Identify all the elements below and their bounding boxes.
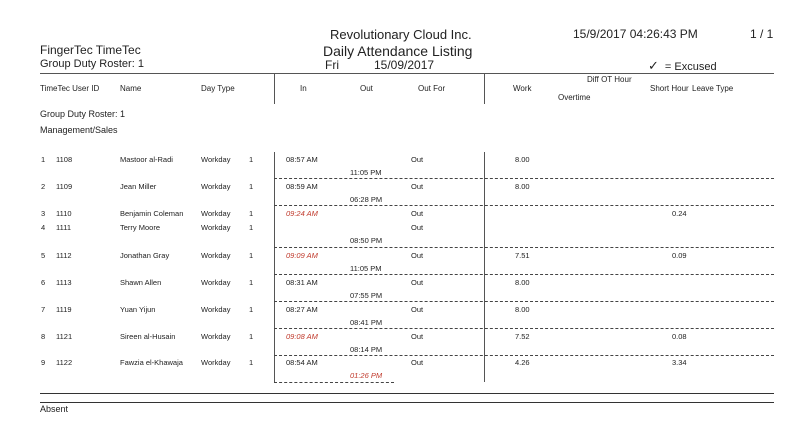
row-out-time: 08:14 PM — [350, 345, 383, 354]
col-work: Work — [513, 84, 532, 93]
row-out-time: 08:50 PM — [350, 236, 383, 245]
row-user-id: 1119 — [56, 305, 72, 314]
row-out-time: 11:05 PM — [350, 168, 382, 177]
row-in-time: 09:24 AM — [286, 209, 318, 218]
row-out-for: Out — [411, 305, 424, 314]
row-user-id: 1109 — [56, 182, 73, 191]
row-work: 8.00 — [515, 278, 530, 287]
row-day-type: Workday — [201, 332, 231, 341]
row-number: 1 — [41, 155, 46, 164]
row-number: 3 — [41, 209, 46, 218]
row-count: 1 — [249, 209, 254, 218]
row-user-id: 1110 — [56, 209, 72, 218]
row-name: Sireen al-Husain — [120, 332, 176, 341]
footer-divider — [40, 402, 774, 403]
col-user-id: TimeTec User ID — [40, 84, 100, 93]
col-out: Out — [360, 84, 373, 93]
row-out-for: Out — [411, 223, 424, 232]
row-day-type: Workday — [201, 182, 231, 191]
header-divider — [40, 73, 774, 74]
row-out-time: 11:05 PM — [350, 264, 382, 273]
row-in-time: 08:27 AM — [286, 305, 318, 314]
row-count: 1 — [249, 223, 254, 232]
row-user-id: 1122 — [56, 358, 73, 367]
row-count: 1 — [249, 278, 254, 287]
row-name: Yuan Yijun — [120, 305, 156, 314]
col-overtime: Overtime — [558, 93, 591, 102]
row-number: 2 — [41, 182, 46, 191]
row-divider — [274, 382, 394, 383]
check-icon: ✓ — [648, 58, 659, 73]
row-day-type: Workday — [201, 155, 231, 164]
row-number: 4 — [41, 223, 46, 232]
row-in-time: 09:09 AM — [286, 251, 318, 260]
row-user-id: 1112 — [56, 251, 72, 260]
row-day-type: Workday — [201, 209, 231, 218]
row-out-time: 08:41 PM — [350, 318, 383, 327]
row-divider — [274, 247, 774, 248]
row-count: 1 — [249, 358, 254, 367]
row-number: 9 — [41, 358, 46, 367]
col-separator — [274, 152, 275, 382]
row-name: Shawn Allen — [120, 278, 162, 287]
row-name: Jonathan Gray — [120, 251, 170, 260]
col-separator — [484, 73, 485, 104]
row-number: 8 — [41, 332, 46, 341]
row-in-time: 08:59 AM — [286, 182, 318, 191]
row-day-type: Workday — [201, 358, 231, 367]
row-work: 8.00 — [515, 182, 530, 191]
row-number: 7 — [41, 305, 46, 314]
row-name: Mastoor al-Radi — [120, 155, 173, 164]
row-divider — [274, 205, 774, 206]
row-user-id: 1113 — [56, 278, 72, 287]
company-name: Revolutionary Cloud Inc. — [330, 27, 472, 42]
row-out-for: Out — [411, 251, 424, 260]
col-short-hour: Short Hour — [650, 84, 689, 93]
row-out-time: 07:55 PM — [350, 291, 383, 300]
row-in-time: 08:54 AM — [286, 358, 318, 367]
row-short-hour: 0.08 — [672, 332, 687, 341]
row-work: 4.26 — [515, 358, 530, 367]
footer-divider — [40, 393, 774, 394]
col-out-for: Out For — [418, 84, 446, 93]
row-count: 1 — [249, 305, 254, 314]
excused-label: = Excused — [664, 61, 717, 73]
report-day: Fri — [325, 58, 339, 72]
row-count: 1 — [249, 332, 254, 341]
row-out-time: 01:26 PM — [350, 371, 383, 380]
row-out-time: 06:28 PM — [350, 195, 383, 204]
row-name: Fawzia el-Khawaja — [120, 358, 183, 367]
row-out-for: Out — [411, 332, 424, 341]
group-roster-header: Group Duty Roster: 1 — [40, 58, 144, 70]
row-out-for: Out — [411, 278, 424, 287]
row-user-id: 1121 — [56, 332, 73, 341]
col-name: Name — [120, 84, 142, 93]
row-user-id: 1108 — [56, 155, 73, 164]
row-out-for: Out — [411, 155, 424, 164]
row-out-for: Out — [411, 182, 424, 191]
row-short-hour: 3.34 — [672, 358, 687, 367]
app-name: FingerTec TimeTec — [40, 43, 141, 57]
section-group: Group Duty Roster: 1 — [40, 109, 126, 119]
page-number: 1 / 1 — [750, 27, 774, 41]
row-user-id: 1111 — [56, 223, 72, 232]
row-count: 1 — [249, 182, 254, 191]
section-department: Management/Sales — [40, 125, 118, 135]
col-day-type: Day Type — [201, 84, 235, 93]
row-day-type: Workday — [201, 251, 231, 260]
row-number: 5 — [41, 251, 46, 260]
row-short-hour: 0.24 — [672, 209, 687, 218]
row-divider — [274, 274, 774, 275]
row-count: 1 — [249, 251, 254, 260]
row-name: Benjamin Coleman — [120, 209, 184, 218]
row-divider — [274, 178, 774, 179]
excused-legend — [648, 58, 717, 74]
row-divider — [274, 301, 774, 302]
row-name: Terry Moore — [120, 223, 161, 232]
row-in-time: 09:08 AM — [286, 332, 318, 341]
row-work: 8.00 — [515, 305, 530, 314]
row-count: 1 — [249, 155, 254, 164]
row-divider — [274, 328, 774, 329]
report-title: Daily Attendance Listing — [323, 43, 473, 59]
row-divider — [274, 355, 774, 356]
row-out-for: Out — [411, 209, 424, 218]
row-day-type: Workday — [201, 223, 231, 232]
row-in-time: 08:57 AM — [286, 155, 318, 164]
row-number: 6 — [41, 278, 46, 287]
row-work: 7.52 — [515, 332, 530, 341]
row-short-hour: 0.09 — [672, 251, 687, 260]
print-datetime: 15/9/2017 04:26:43 PM — [573, 27, 698, 41]
col-in: In — [300, 84, 307, 93]
row-name: Jean Miller — [120, 182, 157, 191]
row-in-time: 08:31 AM — [286, 278, 318, 287]
col-separator — [484, 152, 485, 382]
row-out-for: Out — [411, 358, 424, 367]
absent-label: Absent — [40, 404, 69, 414]
report-date: 15/09/2017 — [374, 58, 435, 72]
col-diff-ot: Diff OT Hour — [587, 75, 632, 84]
row-work: 8.00 — [515, 155, 530, 164]
row-day-type: Workday — [201, 305, 231, 314]
row-work: 7.51 — [515, 251, 530, 260]
row-day-type: Workday — [201, 278, 231, 287]
col-leave-type: Leave Type — [692, 84, 734, 93]
col-separator — [274, 73, 275, 104]
